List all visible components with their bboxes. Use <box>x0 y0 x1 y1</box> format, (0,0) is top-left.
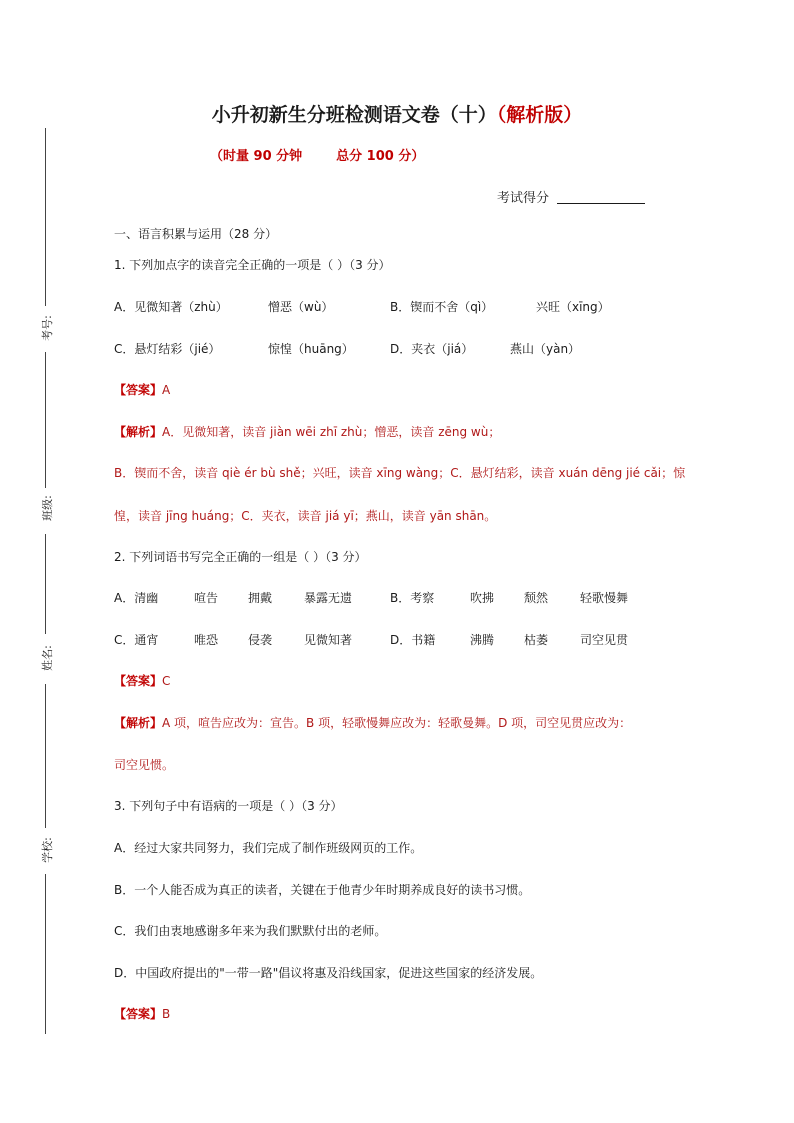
binding-line-5 <box>45 874 46 1034</box>
q2-r2-c5: D．书籍 <box>390 633 436 647</box>
q2-analysis-line-1 <box>114 714 631 731</box>
q2-r1-c7: 颓然 <box>524 591 549 605</box>
answer-value: A <box>162 383 171 397</box>
q1-analysis-line-2: B．锲而不舍，读音 qiè ér bù shě；兴旺，读音 xīng wàng；C．悬灯结彩，读音 xuán dēng jié cǎi；惊 <box>114 466 686 480</box>
title-main: 小升初新生分班检测语文卷（十） <box>211 104 497 126</box>
exam-total: 总分 100 分） <box>336 149 425 164</box>
q2-r2-c7: 枯萎 <box>524 633 549 647</box>
q3-option-b: B．一个人能否成为真正的读者，关键在于他青少年时期养成良好的读书习惯。 <box>114 883 531 897</box>
q2-r2-c6: 沸腾 <box>470 633 495 647</box>
q2-r2-c2: 唯恐 <box>194 633 219 647</box>
q3-answer <box>114 1005 170 1022</box>
binding-line-2 <box>45 352 46 488</box>
score-blank <box>557 189 645 204</box>
exam-time: （时量 90 分钟 <box>210 149 303 164</box>
q2-r1-c1: A．清幽 <box>114 591 159 605</box>
q2-r1-c8: 轻歌慢舞 <box>580 591 629 605</box>
score-label: 考试得分 <box>497 191 550 206</box>
answer-value: C <box>162 674 171 688</box>
analysis-label: 【解析】 <box>114 716 163 730</box>
school-label: 学校: <box>41 837 54 863</box>
exam-info <box>210 145 424 164</box>
q2-answer <box>114 672 170 689</box>
q1-option-a2: 憎恶（wù） <box>268 300 334 314</box>
q1-analysis-line-1 <box>114 423 500 440</box>
class-label: 班级: <box>41 495 54 521</box>
score-field <box>497 187 645 206</box>
section-title: 一、语言积累与运用（28 分） <box>114 227 278 241</box>
q2-r1-c5: B．考察 <box>390 591 435 605</box>
q2-stem: 2. 下列词语书写完全正确的一组是（ ）（3 分） <box>114 550 367 564</box>
q1-option-b1: B．锲而不舍（qì） <box>390 300 494 314</box>
analysis-text: A 项，喧告应改为：宣告。B 项，轻歌慢舞应改为：轻歌曼舞。D 项，司空见贯应改为： <box>162 716 632 730</box>
q2-r2-c1: C．通宵 <box>114 633 159 647</box>
q2-r1-c4: 暴露无遗 <box>304 591 353 605</box>
q3-option-a: A．经过大家共同努力，我们完成了制作班级网页的工作。 <box>114 841 423 855</box>
q2-r2-c4: 见微知著 <box>304 633 353 647</box>
q1-option-c2: 惊惶（huāng） <box>268 342 354 356</box>
q3-option-c: C．我们由衷地感谢多年来为我们默默付出的老师。 <box>114 924 387 938</box>
q1-option-a1: A．见微知著（zhù） <box>114 300 228 314</box>
q1-option-d1: D．夹衣（jiá） <box>390 342 474 356</box>
name-label: 姓名: <box>41 645 54 671</box>
answer-label: 【答案】 <box>114 383 163 397</box>
q2-r2-c8: 司空见贯 <box>580 633 629 647</box>
q1-option-d2: 燕山（yàn） <box>510 342 581 356</box>
q1-analysis-line-3: 惶，读音 jīng huáng；C．夹衣，读音 jiá yī；燕山，读音 yān shān。 <box>114 509 497 523</box>
q1-answer <box>114 381 170 398</box>
q2-r1-c3: 拥戴 <box>248 591 273 605</box>
exam-number-label: 考号: <box>41 315 54 341</box>
q1-option-b2: 兴旺（xīng） <box>536 300 610 314</box>
page-title <box>0 100 794 127</box>
analysis-text: A．见微知著，读音 jiàn wēi zhī zhù；憎恶，读音 zēng wù； <box>162 425 501 439</box>
title-tag: （解析版） <box>496 104 583 126</box>
q2-r1-c6: 吹拂 <box>470 591 495 605</box>
q2-r2-c3: 侵袭 <box>248 633 273 647</box>
q3-stem: 3. 下列句子中有语病的一项是（ ）（3 分） <box>114 799 343 813</box>
q3-option-d: D．中国政府提出的"一带一路"倡议将惠及沿线国家，促进这些国家的经济发展。 <box>114 966 543 980</box>
q1-stem: 1. 下列加点字的读音完全正确的一项是（ ）（3 分） <box>114 258 391 272</box>
q2-analysis-line-2: 司空见惯。 <box>114 758 175 772</box>
binding-line-4 <box>45 684 46 828</box>
binding-line-3 <box>45 534 46 634</box>
q1-option-c1: C．悬灯结彩（jié） <box>114 342 221 356</box>
answer-label: 【答案】 <box>114 674 163 688</box>
analysis-label: 【解析】 <box>114 425 163 439</box>
answer-value: B <box>162 1007 171 1021</box>
answer-label: 【答案】 <box>114 1007 163 1021</box>
binding-line-1 <box>45 128 46 306</box>
q2-r1-c2: 喧告 <box>194 591 219 605</box>
